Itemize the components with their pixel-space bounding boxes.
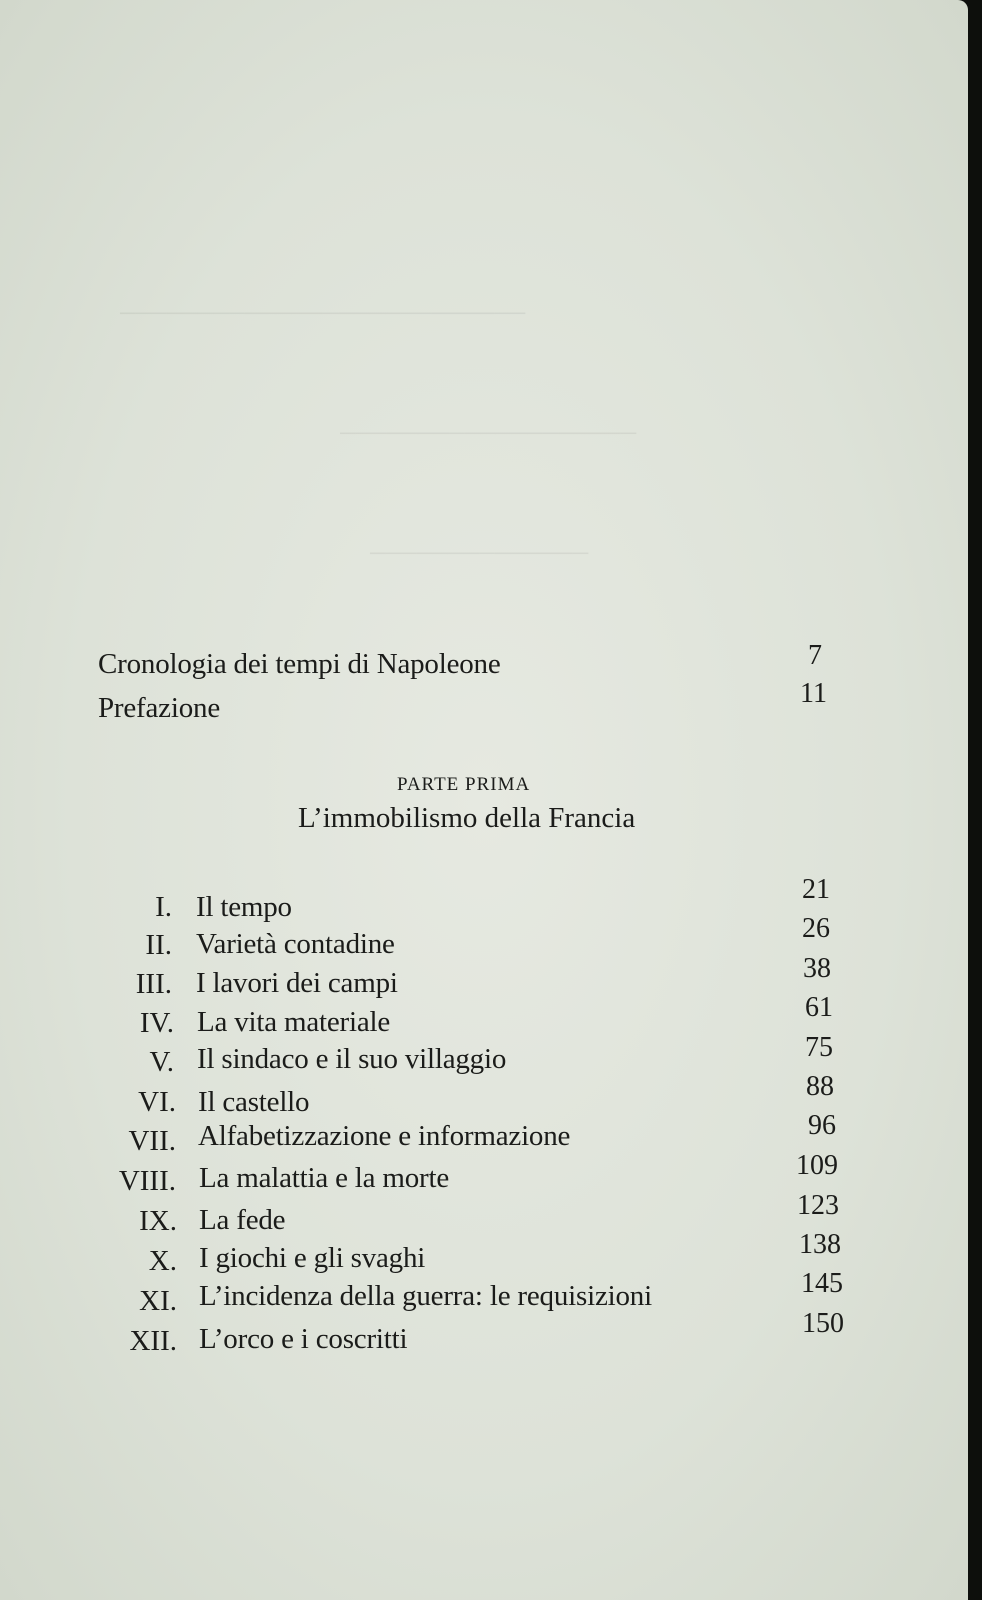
chapter-number: III. bbox=[135, 968, 172, 1000]
chapter-number: X. bbox=[148, 1245, 177, 1277]
part-label: PARTE PRIMA bbox=[397, 774, 531, 795]
chapter-page: 145 bbox=[801, 1268, 843, 1299]
chapter-page: 61 bbox=[805, 992, 833, 1023]
chapter-title: Il sindaco e il suo villaggio bbox=[197, 1043, 507, 1075]
chapter-page: 38 bbox=[803, 953, 831, 984]
chapter-page: 96 bbox=[808, 1110, 836, 1141]
show-through-text: ────────────────────────── ─────────────────── ────────────── bbox=[120, 300, 637, 565]
chapter-title: Il tempo bbox=[196, 891, 292, 923]
toc-entry-title: Prefazione bbox=[98, 692, 220, 724]
chapter-page: 88 bbox=[806, 1071, 834, 1102]
chapter-number: IV. bbox=[139, 1007, 174, 1039]
toc-entry-title: Cronologia dei tempi di Napoleone bbox=[98, 648, 501, 680]
chapter-title: Varietà contadine bbox=[196, 928, 395, 960]
chapter-number: VI. bbox=[138, 1086, 176, 1118]
chapter-number: VII. bbox=[128, 1125, 176, 1157]
chapter-title: I lavori dei campi bbox=[196, 967, 398, 999]
chapter-page: 123 bbox=[797, 1190, 839, 1221]
chapter-title: Il castello bbox=[198, 1086, 310, 1118]
chapter-number: VIII. bbox=[118, 1165, 176, 1197]
chapter-title: I giochi e gli svaghi bbox=[199, 1242, 426, 1274]
chapter-number: V. bbox=[149, 1046, 174, 1078]
chapter-page: 109 bbox=[796, 1150, 838, 1181]
chapter-page: 150 bbox=[802, 1308, 844, 1339]
part-title: L’immobilismo della Francia bbox=[298, 802, 636, 834]
chapter-page: 75 bbox=[805, 1032, 833, 1063]
chapter-title: La vita materiale bbox=[197, 1006, 391, 1038]
chapter-number: XII. bbox=[129, 1325, 177, 1357]
chapter-title: Alfabetizzazione e informazione bbox=[198, 1120, 571, 1152]
chapter-title: La malattia e la morte bbox=[199, 1162, 450, 1194]
chapter-title: L’incidenza della guerra: le requisizioni bbox=[199, 1280, 652, 1312]
chapter-title: L’orco e i coscritti bbox=[199, 1323, 408, 1355]
chapter-page: 26 bbox=[802, 913, 830, 944]
chapter-number: I. bbox=[155, 891, 172, 923]
chapter-title: La fede bbox=[199, 1204, 286, 1236]
chapter-number: XI. bbox=[139, 1285, 177, 1317]
chapter-number: II. bbox=[145, 929, 172, 961]
chapter-page: 21 bbox=[802, 874, 830, 905]
toc-entry-page: 7 bbox=[808, 640, 822, 671]
chapter-number: IX. bbox=[139, 1205, 177, 1237]
toc-entry-page: 11 bbox=[800, 678, 827, 709]
chapter-page: 138 bbox=[799, 1229, 841, 1260]
